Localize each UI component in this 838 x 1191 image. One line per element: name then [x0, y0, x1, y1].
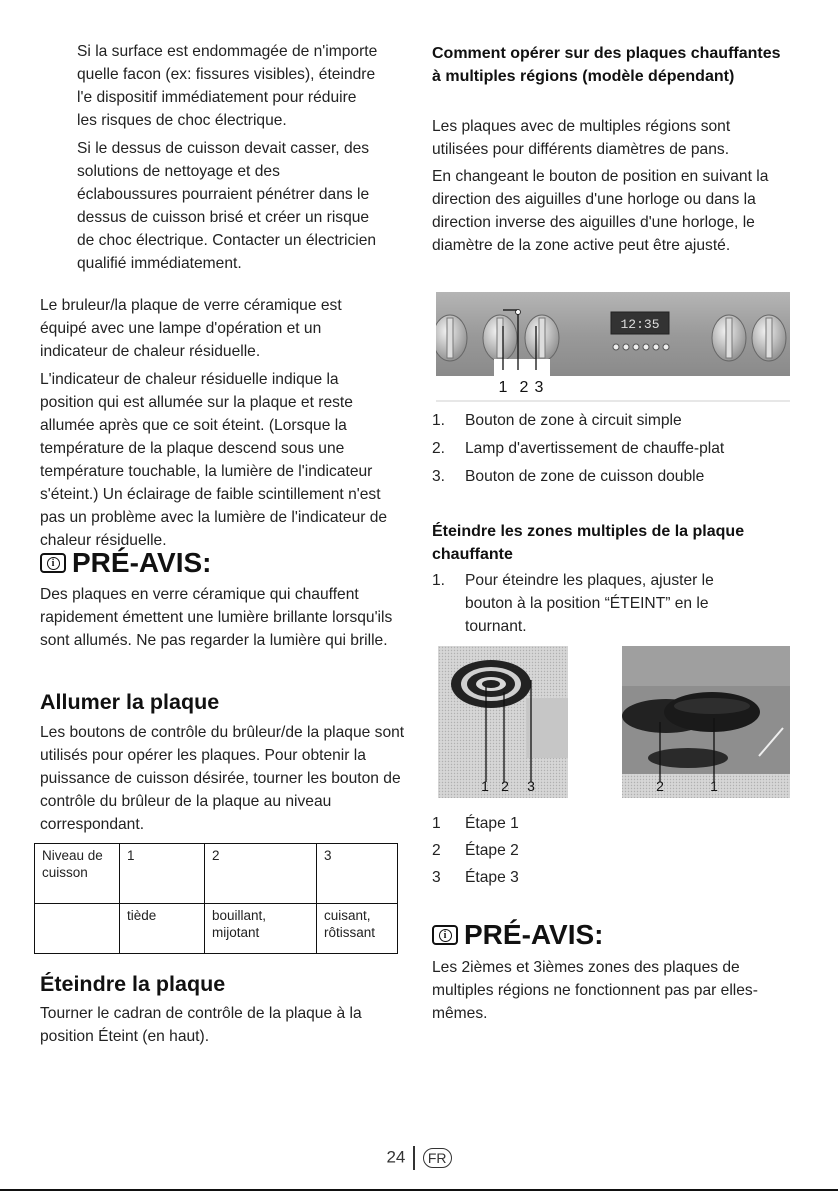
list-item: 2 Étape 2: [432, 842, 519, 859]
callout-label: 1: [498, 379, 508, 396]
page-footer: [0, 1146, 838, 1170]
list-item: 2. Lamp d'avertissement de chauffe-plat: [432, 440, 725, 457]
table-cell: 1: [120, 844, 205, 904]
callout-label: 3: [534, 379, 544, 396]
heading-turn-off-zones: Éteindre les zones multiples de la plaque chauffante: [432, 523, 745, 563]
knob-1: [436, 315, 467, 361]
notice-text: Les 2ièmes et 3ièmes zones des plaques de multiples régions ne fonctionnent pas par elles-mêmes.: [432, 959, 758, 1022]
knob-5: [752, 315, 786, 361]
heading-turn-on: Allumer la plaque: [40, 690, 220, 714]
notice-title: PRÉ-AVIS:: [72, 547, 212, 578]
list-item: 3. Bouton de zone de cuisson double: [432, 468, 705, 485]
list-item: 1. Pour éteindre les plaques, ajuster le bouton à la position “ÉTEINT” en le tournant.: [432, 572, 714, 635]
heading-multi-zone: Comment opérer sur des plaques chauffantes à multiples régions (modèle dépendant): [432, 45, 781, 85]
list-item: 1 Étape 1: [432, 815, 519, 832]
list-item: 3 Étape 3: [432, 869, 519, 886]
table-cell: 2: [205, 844, 317, 904]
language-badge: FR: [423, 1148, 452, 1168]
info-icon: i: [40, 553, 66, 573]
turn-off-text: Tourner le cadran de contrôle de la plaque à la position Éteint (en haut).: [40, 1005, 362, 1045]
callout-label: 1: [710, 778, 718, 794]
callout-label: 2: [519, 379, 529, 396]
warning-indent: [40, 40, 380, 275]
table-cell: [35, 904, 120, 954]
control-panel-illustration: [436, 284, 790, 402]
table-cell: Niveau de cuisson: [35, 844, 120, 904]
residual-heat-paragraph: L'indicateur de chaleur résiduelle indique la position qui est allumée sur la plaque et reste allumée après que ce soit éteint. (Lorsque la température de la plaque descend sous une température touchable, la lumière de l'indicateur s'éteint.) Un éclairage de faible scintillement n'est pas un problème avec la lumière de l'indicateur de chaleur résiduelle.: [40, 371, 388, 549]
notice-heading: [432, 918, 604, 952]
multi-zone-hob: [451, 660, 531, 708]
table-header-row: [35, 844, 398, 904]
list-item: 1. Bouton de zone à circuit simple: [432, 412, 682, 429]
knob-4: [712, 315, 746, 361]
warning-paragraph-1: Si la surface est endommagée de n'importe quelle facon (ex: fissures visibles), éteindre l'e dispositif immédiatement pour réduire les risques de choc électrique.: [77, 43, 378, 129]
notice-heading: [40, 546, 212, 580]
callout-label: 3: [527, 778, 535, 794]
parts-list: [432, 409, 800, 488]
knob-2: [483, 315, 517, 361]
footer-divider: [413, 1146, 415, 1170]
table-row: [35, 904, 398, 954]
multi-zone-paragraph-2: En changeant le bouton de position en suivant la direction des aiguilles d'une horloge ou dans la direction inverse des aiguilles d'une horloge, le diamètre de la zone active peut être ajusté.: [432, 168, 769, 254]
steps-list: [432, 812, 800, 889]
control-panel-figure: [436, 284, 790, 402]
heading-turn-off: Éteindre la plaque: [40, 972, 226, 996]
callout-label: 2: [501, 778, 509, 794]
turn-on-text: Les boutons de contrôle du brûleur/de la plaque sont utilisés pour opérer les plaques. Pour obtenir la puissance de cuisson désirée, tourner les bouton de contrôle du brûleur de la plaque au niveau correspondant.: [40, 724, 405, 833]
table-cell: 3: [317, 844, 398, 904]
notice-title: PRÉ-AVIS:: [464, 919, 604, 950]
table-cell: bouillant, mijotant: [205, 904, 317, 954]
table-cell: cuisant, rôtissant: [317, 904, 398, 954]
cooking-level-table: [34, 843, 398, 954]
warning-paragraph-2: Si le dessus de cuisson devait casser, des solutions de nettoyage et des éclaboussures pourraient pénétrer dans le dessus de cuisson brisé et créer un risque de choc électrique. Contacter un électricien qualifié immédiatement.: [77, 140, 377, 272]
cooking-zone-illustration: [438, 646, 790, 798]
operation-lamp-paragraph: Le bruleur/la plaque de verre céramique est équipé avec une lampe d'opération et un indicateur de chaleur résiduelle.: [40, 297, 342, 360]
page-number: 24: [386, 1147, 406, 1167]
notice-text: Des plaques en verre céramique qui chauffent rapidement émettent une lumière brillante lorsqu'ils sont allumés. Ne pas regarder la lumière qui brille.: [40, 586, 393, 649]
clock-display: 12:35: [620, 317, 660, 332]
cooking-zone-figure: [438, 646, 790, 798]
info-icon: i: [432, 925, 458, 945]
callout-label: 1: [481, 778, 489, 794]
multi-zone-paragraph-1: Les plaques avec de multiples régions sont utilisées pour différents diamètres de pans.: [432, 118, 731, 158]
table-cell: tiède: [120, 904, 205, 954]
knob-3: [525, 315, 559, 361]
callout-label: 2: [656, 778, 664, 794]
